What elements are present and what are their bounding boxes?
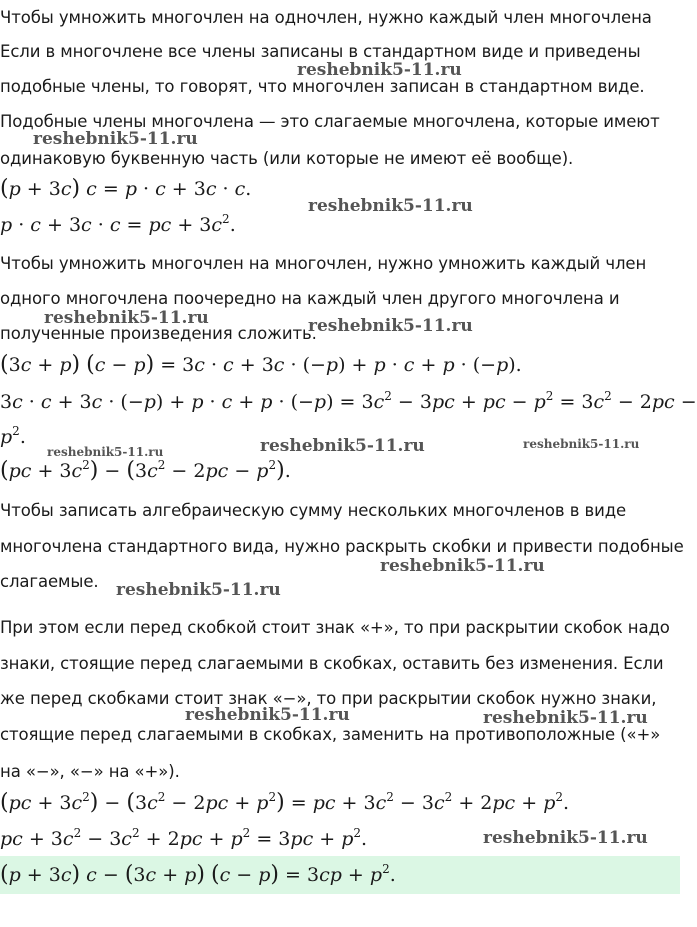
watermark: reshebnik5-11.ru [523, 437, 640, 451]
text-line-3: подобные члены, то говорят, что многочлен записан в стандартном виде. [0, 77, 645, 96]
text-line-2: Если в многочлене все члены записаны в стандартном виде и приведены [0, 42, 641, 61]
text-line-13: знаки, стоящие перед слагаемыми в скобках, оставить без изменения. Если [0, 654, 664, 673]
answer-formula: (p + 3c) c − (3c + p) $(c - p) = 3cp + p^2$. [0, 862, 396, 887]
text-line-5: одинаковую буквенную часть (или которые не имеют её вообще). [0, 149, 574, 168]
formula-4: $3c \cdot c + 3c \cdot (-p) + p \cdot c + p \cdot (-p) = 3c^2 - 3pc$ + pc − $p^2 = 3c^2 - 2pc$ − [0, 389, 697, 413]
formula-4-cont: $p^2$. [0, 424, 26, 448]
formula-7: pc + $3c^2 - 3c^2 + 2pc + p^2 = 3pc + p^2$. [0, 826, 368, 850]
text-line-1: Чтобы умножить многочлен на одночлен, нужно каждый член многочлена [0, 8, 652, 27]
text-line-16: на «−», «−» на «+»). [0, 762, 180, 781]
watermark: reshebnik5-11.ru [260, 436, 425, 456]
text-line-8: полученные произведения сложить. [0, 324, 317, 343]
watermark: reshebnik5-11.ru [47, 445, 164, 459]
text-line-14: же перед скобками стоит знак «−», то при раскрытии скобок нужно знаки, [0, 689, 657, 708]
text-line-15: стоящие перед слагаемыми в скобках, заменить на противоположные («+» [0, 725, 661, 744]
text-line-9: Чтобы записать алгебраическую сумму нескольких многочленов в виде [0, 501, 627, 520]
formula-3: (3c + p) (c − p) = 3c · c + 3c · (−p) + p · c + p · (−p). [0, 352, 522, 377]
watermark: reshebnik5-11.ru [116, 580, 281, 600]
watermark: reshebnik5-11.ru [308, 196, 473, 216]
watermark: reshebnik5-11.ru [308, 316, 473, 336]
watermark: reshebnik5-11.ru [483, 828, 648, 848]
watermark: reshebnik5-11.ru [33, 129, 198, 149]
formula-6: $(pc + 3c^2) - (3c^2 - 2pc + p^2)$ = pc + $3c^2 - 3c^2 + 2pc + p^2$. [0, 790, 570, 815]
watermark: reshebnik5-11.ru [483, 708, 648, 728]
text-line-4: Подобные члены многочлена — это слагаемые многочлена, которые имеют [0, 112, 660, 131]
watermark: reshebnik5-11.ru [297, 60, 462, 80]
watermark: reshebnik5-11.ru [44, 308, 209, 328]
text-line-12: При этом если перед скобкой стоит знак «+», то при раскрытии скобок надо [0, 618, 670, 637]
formula-5: $(pc + 3c^2) - (3c^2 - 2pc - p^2)$. [0, 458, 291, 483]
formula-1: (p + 3c) c = p · c + 3c · c. [0, 176, 252, 201]
text-line-11: слагаемые. [0, 572, 99, 591]
watermark: reshebnik5-11.ru [380, 556, 545, 576]
text-line-10: многочлена стандартного вида, нужно раскрыть скобки и привести подобные [0, 537, 684, 556]
formula-2: p · c + 3c · c = pc + $3c^2$. [0, 212, 236, 236]
text-line-7: одного многочлена поочередно на каждый член другого многочлена и [0, 289, 620, 308]
text-line-6: Чтобы умножить многочлен на многочлен, нужно умножить каждый член [0, 254, 647, 273]
watermark: reshebnik5-11.ru [185, 705, 350, 725]
